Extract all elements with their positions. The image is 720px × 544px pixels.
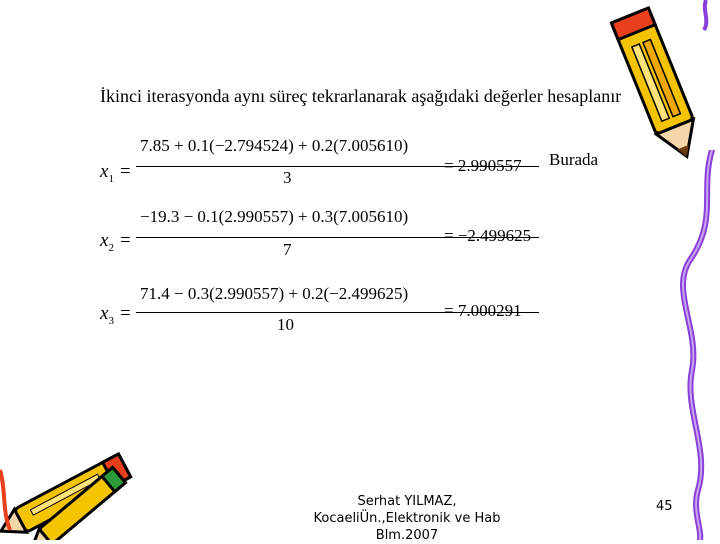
equation-numerator: 71.4 − 0.3(2.990557) + 0.2(−2.499625) xyxy=(140,284,409,303)
footer-author: Serhat YILMAZ, KocaeliÜn.,Elektronik ve Hab Blm.2007 xyxy=(313,494,501,543)
equation-x2 xyxy=(100,207,560,290)
equation-result: = 7.000291 xyxy=(444,301,522,320)
equation-lhs: $x_1$ = xyxy=(100,161,132,185)
aside-label: Burada xyxy=(549,150,599,169)
equation-numerator: −19.3 − 0.1(2.990557) + 0.3(7.005610) xyxy=(140,207,409,226)
equation-lhs: $x_3$ = xyxy=(100,303,132,327)
slide-heading: İkinci iterasyonda aynı süreç tekrarlanarak aşağıdaki değerler hesaplanır xyxy=(100,86,622,106)
equation-x3 xyxy=(100,286,560,366)
equation-denominator: 10 xyxy=(277,315,294,334)
equation-denominator: 3 xyxy=(283,168,292,187)
equation-numerator: 7.85 + 0.1(−2.794524) + 0.2(7.005610) xyxy=(140,136,409,155)
equation-result: = 2.990557 xyxy=(444,156,522,175)
equation-denominator: 7 xyxy=(283,240,292,259)
equation-result: = −2.499625 xyxy=(444,226,532,245)
page-number: 45 xyxy=(656,499,673,514)
equation-lhs: $x_2$ = xyxy=(100,230,132,254)
pencils-clipart-icon xyxy=(0,430,150,540)
pencil-clipart-icon xyxy=(602,0,714,170)
ribbon-border-icon xyxy=(670,150,720,540)
equation-x1 xyxy=(100,135,560,215)
